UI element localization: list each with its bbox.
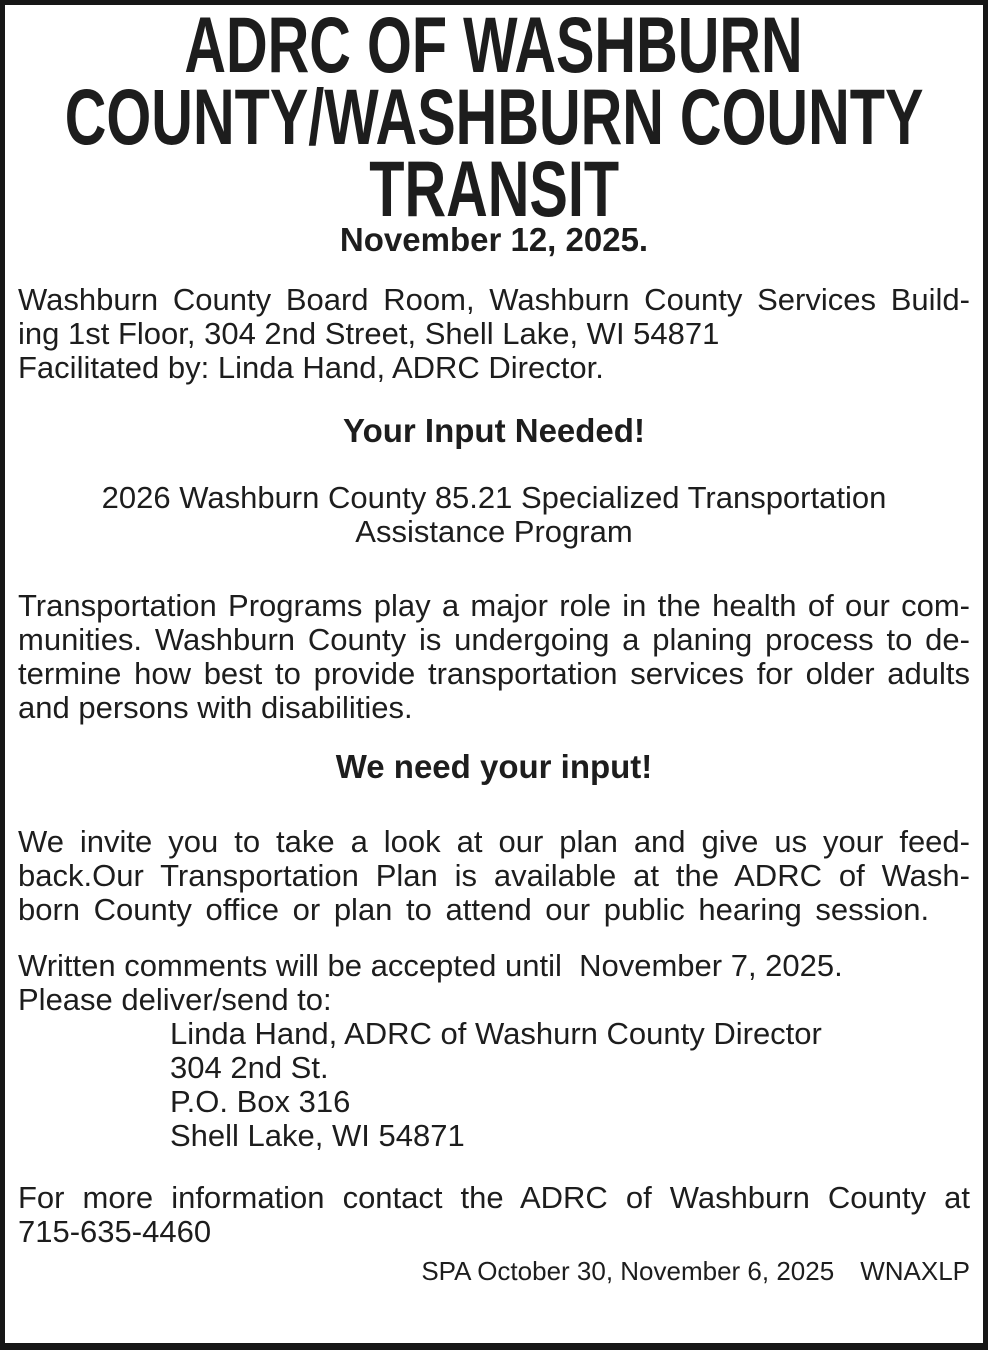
heading-your-input-needed: Your Input Needed! [343, 412, 645, 449]
paragraph-invite [18, 825, 970, 927]
publication-dates: SPA October 30, November 6, 2025 [421, 1256, 835, 1286]
text-line: ing 1st Floor, 304 2nd Street, Shell Lake, WI 54871 [18, 316, 720, 351]
title-line-3: TRANSIT [369, 144, 619, 233]
text-line: born County office or plan to attend our public hearing session. [18, 892, 930, 927]
text-line: Please deliver/send to: [18, 982, 332, 1017]
notice-title [18, 0, 970, 233]
text-line: Assistance Program [355, 514, 633, 549]
text-line: termine how best to provide transportation services for older adults [18, 656, 970, 691]
subheading-program [18, 481, 970, 549]
text-line: Facilitated by: Linda Hand, ADRC Director. [18, 350, 604, 385]
text-line: We invite you to take a look at our plan and give us your feed- [18, 824, 970, 859]
address-block [18, 1017, 970, 1153]
title-line-2: COUNTY/WASHBURN COUNTY [64, 72, 924, 161]
phone-number: 715-635-4460 [18, 1214, 212, 1249]
title-line-1: ADRC OF WASHBURN [184, 0, 804, 89]
paragraph-transportation [18, 589, 970, 725]
address-line-city: Shell Lake, WI 54871 [170, 1118, 465, 1153]
publication-footer [18, 1257, 970, 1285]
address-line-street: 304 2nd St. [170, 1050, 329, 1085]
text-line: and persons with disabilities. [18, 690, 413, 725]
address-line-name: Linda Hand, ADRC of Washurn County Director [170, 1016, 822, 1051]
text-line: munities. Washburn County is undergoing a planing process to de- [18, 622, 970, 657]
meeting-date: November 12, 2025. [339, 221, 649, 258]
text-line: For more information contact the ADRC of Washburn County at [18, 1180, 970, 1215]
paragraph-written-comments [18, 949, 970, 1017]
text-line: Transportation Programs play a major role in the health of our com- [18, 588, 970, 623]
wnaxlp-code: WNAXLP [860, 1256, 970, 1286]
intro-paragraph [18, 283, 970, 385]
address-line-pobox: P.O. Box 316 [170, 1084, 351, 1119]
text-line: Washburn County Board Room, Washburn County Services Build- [18, 282, 970, 317]
heading-we-need-input: We need your input! [335, 748, 653, 785]
text-line: back.Our Transportation Plan is available at the ADRC of Wash- [18, 858, 970, 893]
text-line: 2026 Washburn County 85.21 Specialized Transportation [101, 480, 887, 515]
paragraph-contact [18, 1181, 970, 1249]
text-line: Written comments will be accepted until November 7, 2025. [18, 948, 843, 983]
